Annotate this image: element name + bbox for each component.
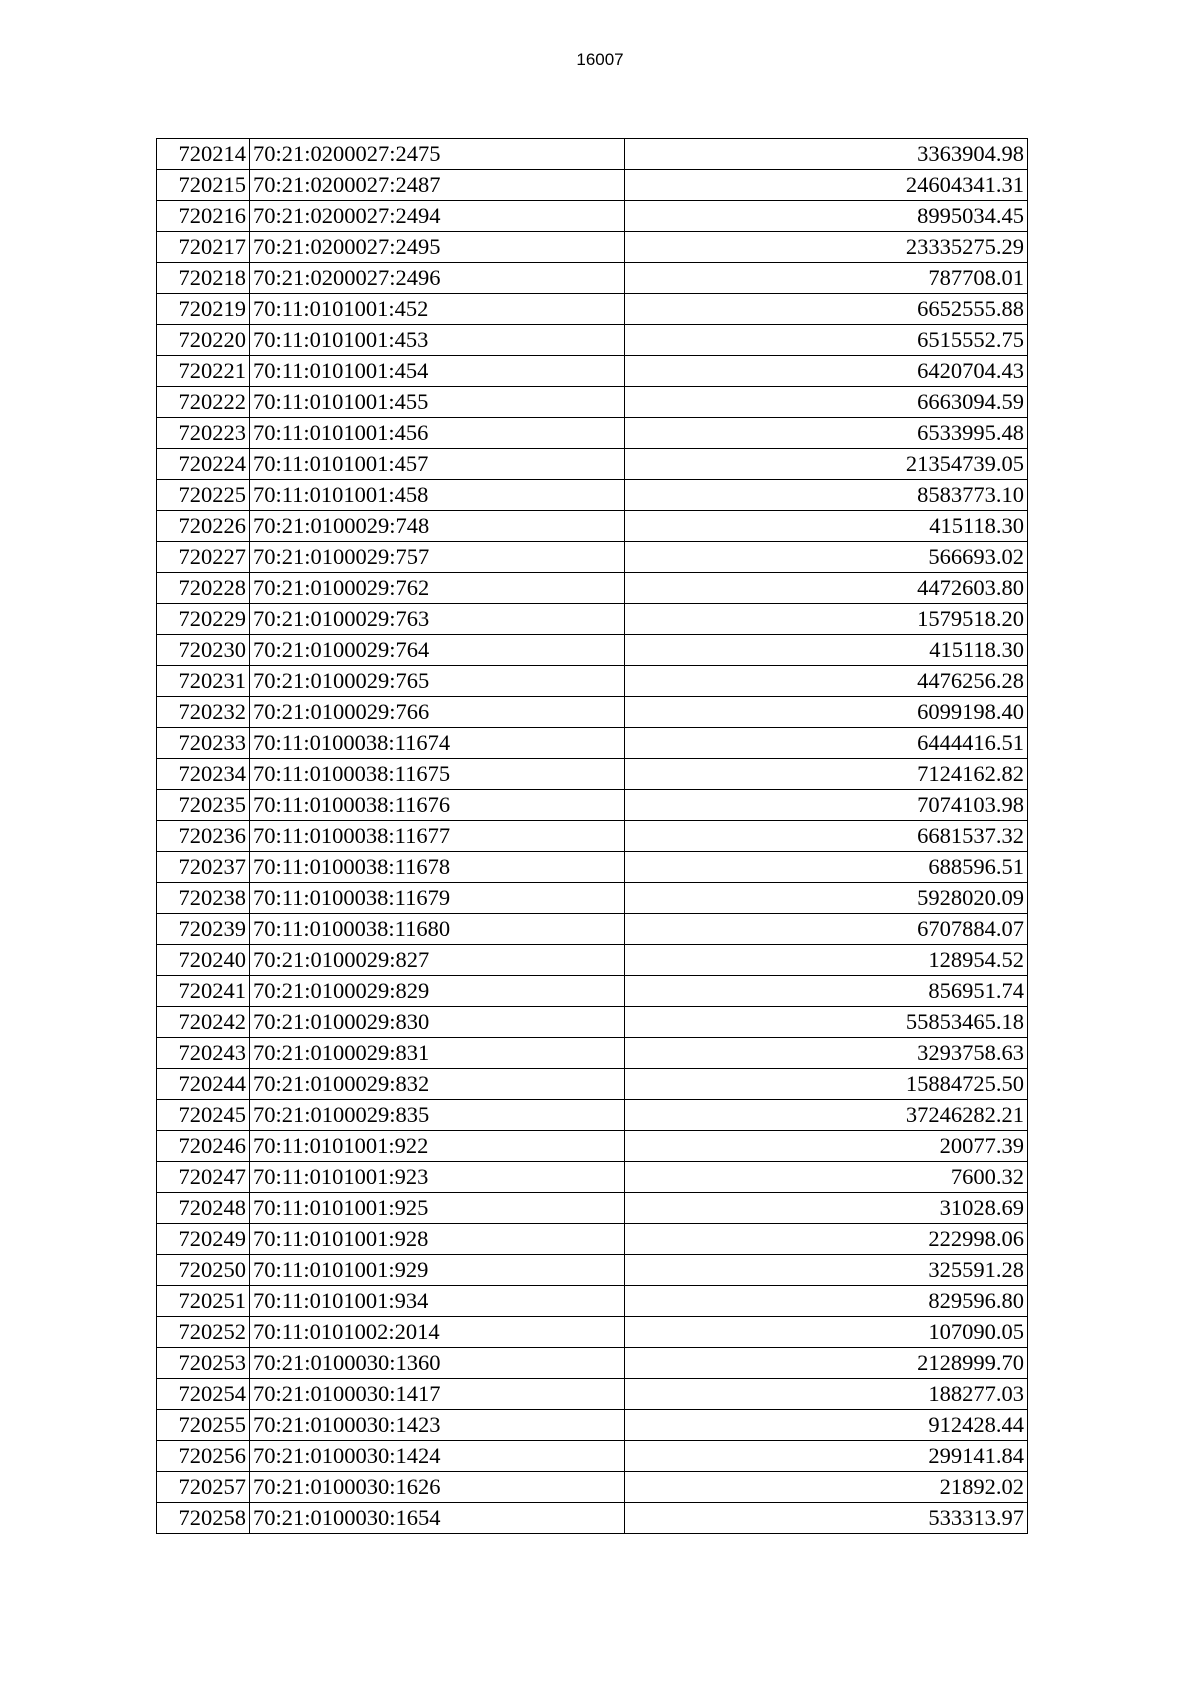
- table-row: [157, 976, 1028, 1007]
- row-number-cell: 720226: [157, 511, 250, 542]
- cadastral-number-cell: 70:11:0100038:11674: [250, 728, 625, 759]
- cadastral-value-cell: 4476256.28: [625, 666, 1028, 697]
- row-number-cell: 720248: [157, 1193, 250, 1224]
- cadastral-value-cell: 21892.02: [625, 1472, 1028, 1503]
- row-number-cell: 720219: [157, 294, 250, 325]
- cadastral-value-cell: 6444416.51: [625, 728, 1028, 759]
- table-row: [157, 852, 1028, 883]
- row-number-cell: 720235: [157, 790, 250, 821]
- cadastral-number-cell: 70:11:0100038:11678: [250, 852, 625, 883]
- table-row: [157, 418, 1028, 449]
- table-row: [157, 232, 1028, 263]
- row-number-cell: 720233: [157, 728, 250, 759]
- cadastral-value-cell: 1579518.20: [625, 604, 1028, 635]
- table-row: [157, 697, 1028, 728]
- cadastral-number-cell: 70:21:0100029:762: [250, 573, 625, 604]
- cadastral-number-cell: 70:11:0101001:923: [250, 1162, 625, 1193]
- table-row: [157, 170, 1028, 201]
- cadastral-number-cell: 70:21:0100030:1360: [250, 1348, 625, 1379]
- row-number-cell: 720241: [157, 976, 250, 1007]
- row-number-cell: 720230: [157, 635, 250, 666]
- row-number-cell: 720238: [157, 883, 250, 914]
- cadastral-value-cell: 688596.51: [625, 852, 1028, 883]
- cadastral-value-cell: 128954.52: [625, 945, 1028, 976]
- cadastral-value-cell: 15884725.50: [625, 1069, 1028, 1100]
- row-number-cell: 720215: [157, 170, 250, 201]
- table-row: [157, 604, 1028, 635]
- cadastral-value-cell: 31028.69: [625, 1193, 1028, 1224]
- cadastral-value-cell: 5928020.09: [625, 883, 1028, 914]
- cadastral-number-cell: 70:21:0200027:2495: [250, 232, 625, 263]
- row-number-cell: 720232: [157, 697, 250, 728]
- row-number-cell: 720218: [157, 263, 250, 294]
- cadastral-value-cell: 829596.80: [625, 1286, 1028, 1317]
- table-body: [157, 139, 1028, 1534]
- cadastral-value-cell: 6515552.75: [625, 325, 1028, 356]
- cadastral-value-cell: 3363904.98: [625, 139, 1028, 170]
- row-number-cell: 720243: [157, 1038, 250, 1069]
- cadastral-number-cell: 70:11:0101001:934: [250, 1286, 625, 1317]
- cadastral-value-table: [156, 138, 1028, 1534]
- cadastral-value-cell: 8995034.45: [625, 201, 1028, 232]
- table-row: [157, 790, 1028, 821]
- table-row: [157, 387, 1028, 418]
- table-row: [157, 1162, 1028, 1193]
- table-row: [157, 1472, 1028, 1503]
- cadastral-value-cell: 188277.03: [625, 1379, 1028, 1410]
- row-number-cell: 720236: [157, 821, 250, 852]
- cadastral-value-cell: 107090.05: [625, 1317, 1028, 1348]
- cadastral-value-cell: 7074103.98: [625, 790, 1028, 821]
- table-row: [157, 573, 1028, 604]
- table-row: [157, 1069, 1028, 1100]
- cadastral-value-cell: 415118.30: [625, 511, 1028, 542]
- table-row: [157, 1038, 1028, 1069]
- cadastral-value-cell: 20077.39: [625, 1131, 1028, 1162]
- row-number-cell: 720224: [157, 449, 250, 480]
- row-number-cell: 720249: [157, 1224, 250, 1255]
- cadastral-number-cell: 70:11:0100038:11679: [250, 883, 625, 914]
- cadastral-number-cell: 70:11:0100038:11675: [250, 759, 625, 790]
- cadastral-number-cell: 70:11:0101001:456: [250, 418, 625, 449]
- row-number-cell: 720239: [157, 914, 250, 945]
- cadastral-number-cell: 70:21:0100029:835: [250, 1100, 625, 1131]
- cadastral-number-cell: 70:11:0101001:922: [250, 1131, 625, 1162]
- cadastral-value-cell: 2128999.70: [625, 1348, 1028, 1379]
- row-number-cell: 720255: [157, 1410, 250, 1441]
- cadastral-value-cell: 299141.84: [625, 1441, 1028, 1472]
- table-row: [157, 356, 1028, 387]
- row-number-cell: 720251: [157, 1286, 250, 1317]
- cadastral-value-cell: 856951.74: [625, 976, 1028, 1007]
- table-row: [157, 945, 1028, 976]
- cadastral-number-cell: 70:11:0101001:458: [250, 480, 625, 511]
- cadastral-value-cell: 4472603.80: [625, 573, 1028, 604]
- row-number-cell: 720242: [157, 1007, 250, 1038]
- cadastral-number-cell: 70:21:0100029:831: [250, 1038, 625, 1069]
- table-row: [157, 1100, 1028, 1131]
- cadastral-number-cell: 70:21:0200027:2487: [250, 170, 625, 201]
- table-row: [157, 1255, 1028, 1286]
- page-number: 16007: [576, 50, 624, 69]
- cadastral-number-cell: 70:21:0100030:1654: [250, 1503, 625, 1534]
- table-row: [157, 1503, 1028, 1534]
- cadastral-number-cell: 70:21:0100030:1417: [250, 1379, 625, 1410]
- row-number-cell: 720253: [157, 1348, 250, 1379]
- row-number-cell: 720250: [157, 1255, 250, 1286]
- cadastral-value-cell: 6652555.88: [625, 294, 1028, 325]
- table-row: [157, 263, 1028, 294]
- row-number-cell: 720240: [157, 945, 250, 976]
- table-row: [157, 201, 1028, 232]
- table-row: [157, 914, 1028, 945]
- table-row: [157, 1131, 1028, 1162]
- cadastral-value-cell: 8583773.10: [625, 480, 1028, 511]
- table-row: [157, 1286, 1028, 1317]
- row-number-cell: 720227: [157, 542, 250, 573]
- cadastral-value-cell: 6681537.32: [625, 821, 1028, 852]
- cadastral-number-cell: 70:11:0101001:452: [250, 294, 625, 325]
- cadastral-number-cell: 70:21:0100029:766: [250, 697, 625, 728]
- row-number-cell: 720254: [157, 1379, 250, 1410]
- cadastral-number-cell: 70:21:0100029:757: [250, 542, 625, 573]
- table-row: [157, 325, 1028, 356]
- cadastral-value-cell: 23335275.29: [625, 232, 1028, 263]
- row-number-cell: 720217: [157, 232, 250, 263]
- row-number-cell: 720234: [157, 759, 250, 790]
- cadastral-number-cell: 70:11:0101001:928: [250, 1224, 625, 1255]
- cadastral-number-cell: 70:11:0100038:11677: [250, 821, 625, 852]
- table-row: [157, 1224, 1028, 1255]
- row-number-cell: 720246: [157, 1131, 250, 1162]
- cadastral-number-cell: 70:21:0200027:2496: [250, 263, 625, 294]
- row-number-cell: 720258: [157, 1503, 250, 1534]
- cadastral-value-cell: 24604341.31: [625, 170, 1028, 201]
- table-row: [157, 1193, 1028, 1224]
- cadastral-number-cell: 70:21:0100029:764: [250, 635, 625, 666]
- cadastral-number-cell: 70:21:0200027:2494: [250, 201, 625, 232]
- row-number-cell: 720252: [157, 1317, 250, 1348]
- cadastral-number-cell: 70:11:0101001:925: [250, 1193, 625, 1224]
- row-number-cell: 720222: [157, 387, 250, 418]
- row-number-cell: 720220: [157, 325, 250, 356]
- cadastral-value-cell: 6533995.48: [625, 418, 1028, 449]
- table-row: [157, 294, 1028, 325]
- row-number-cell: 720257: [157, 1472, 250, 1503]
- cadastral-number-cell: 70:11:0101001:455: [250, 387, 625, 418]
- cadastral-value-cell: 37246282.21: [625, 1100, 1028, 1131]
- cadastral-value-cell: 3293758.63: [625, 1038, 1028, 1069]
- cadastral-value-cell: 6099198.40: [625, 697, 1028, 728]
- cadastral-value-cell: 6420704.43: [625, 356, 1028, 387]
- cadastral-value-cell: 21354739.05: [625, 449, 1028, 480]
- row-number-cell: 720229: [157, 604, 250, 635]
- cadastral-value-cell: 222998.06: [625, 1224, 1028, 1255]
- cadastral-number-cell: 70:21:0100029:748: [250, 511, 625, 542]
- cadastral-value-cell: 325591.28: [625, 1255, 1028, 1286]
- row-number-cell: 720245: [157, 1100, 250, 1131]
- table-row: [157, 883, 1028, 914]
- row-number-cell: 720214: [157, 139, 250, 170]
- table-row: [157, 1379, 1028, 1410]
- cadastral-number-cell: 70:21:0100030:1424: [250, 1441, 625, 1472]
- cadastral-value-cell: 415118.30: [625, 635, 1028, 666]
- table-row: [157, 1441, 1028, 1472]
- row-number-cell: 720237: [157, 852, 250, 883]
- row-number-cell: 720231: [157, 666, 250, 697]
- cadastral-number-cell: 70:21:0100029:827: [250, 945, 625, 976]
- row-number-cell: 720244: [157, 1069, 250, 1100]
- cadastral-number-cell: 70:11:0101001:453: [250, 325, 625, 356]
- cadastral-number-cell: 70:21:0100030:1626: [250, 1472, 625, 1503]
- cadastral-value-cell: 55853465.18: [625, 1007, 1028, 1038]
- table-row: [157, 480, 1028, 511]
- table-row: [157, 511, 1028, 542]
- cadastral-value-cell: 7600.32: [625, 1162, 1028, 1193]
- cadastral-number-cell: 70:11:0101001:457: [250, 449, 625, 480]
- cadastral-value-cell: 6707884.07: [625, 914, 1028, 945]
- cadastral-value-cell: 533313.97: [625, 1503, 1028, 1534]
- table-row: [157, 1348, 1028, 1379]
- row-number-cell: 720223: [157, 418, 250, 449]
- table-row: [157, 1410, 1028, 1441]
- cadastral-number-cell: 70:21:0100029:763: [250, 604, 625, 635]
- table-row: [157, 759, 1028, 790]
- row-number-cell: 720221: [157, 356, 250, 387]
- table-row: [157, 821, 1028, 852]
- cadastral-number-cell: 70:21:0100029:830: [250, 1007, 625, 1038]
- row-number-cell: 720228: [157, 573, 250, 604]
- row-number-cell: 720256: [157, 1441, 250, 1472]
- table-row: [157, 542, 1028, 573]
- table-row: [157, 1007, 1028, 1038]
- cadastral-value-cell: 566693.02: [625, 542, 1028, 573]
- row-number-cell: 720216: [157, 201, 250, 232]
- table-row: [157, 1317, 1028, 1348]
- cadastral-number-cell: 70:21:0100029:765: [250, 666, 625, 697]
- cadastral-value-cell: 912428.44: [625, 1410, 1028, 1441]
- cadastral-value-cell: 6663094.59: [625, 387, 1028, 418]
- cadastral-value-cell: 7124162.82: [625, 759, 1028, 790]
- table-row: [157, 666, 1028, 697]
- cadastral-number-cell: 70:21:0100030:1423: [250, 1410, 625, 1441]
- cadastral-value-cell: 787708.01: [625, 263, 1028, 294]
- table-row: [157, 449, 1028, 480]
- row-number-cell: 720225: [157, 480, 250, 511]
- cadastral-number-cell: 70:11:0100038:11676: [250, 790, 625, 821]
- cadastral-number-cell: 70:11:0101002:2014: [250, 1317, 625, 1348]
- row-number-cell: 720247: [157, 1162, 250, 1193]
- cadastral-number-cell: 70:11:0101001:929: [250, 1255, 625, 1286]
- cadastral-number-cell: 70:11:0100038:11680: [250, 914, 625, 945]
- cadastral-number-cell: 70:11:0101001:454: [250, 356, 625, 387]
- table-row: [157, 635, 1028, 666]
- cadastral-number-cell: 70:21:0100029:829: [250, 976, 625, 1007]
- table-row: [157, 139, 1028, 170]
- cadastral-number-cell: 70:21:0100029:832: [250, 1069, 625, 1100]
- table-row: [157, 728, 1028, 759]
- cadastral-number-cell: 70:21:0200027:2475: [250, 139, 625, 170]
